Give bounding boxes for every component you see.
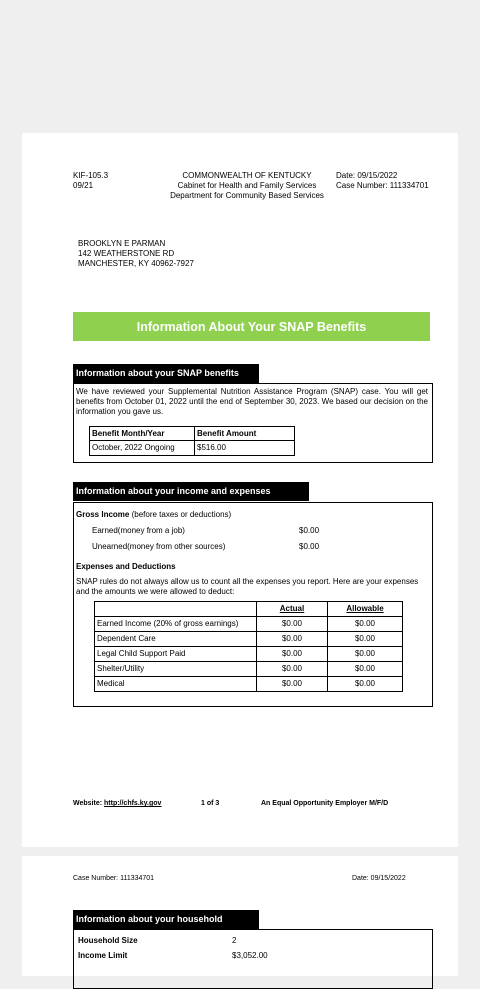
benefit-amount-header: Benefit Amount — [195, 427, 295, 441]
expenses-table-header — [95, 602, 403, 617]
income-section-title: Information about your income and expenses — [73, 482, 309, 501]
income-section-box — [73, 502, 433, 707]
equal-opportunity-notice: An Equal Opportunity Employer M/F/D — [261, 800, 389, 807]
table-row — [95, 647, 403, 662]
expenses-text: SNAP rules do not always allow us to count all the expenses you report. Here are your expenses and the amounts we were allowed to deduct: — [76, 577, 419, 596]
expense-label: Legal Child Support Paid — [95, 647, 257, 662]
page2-case-number: Case Number: 111334701 — [73, 875, 155, 882]
gross-income-note: (before taxes or deductions) — [131, 510, 232, 519]
earned-income-label: Earned(money from a job) — [92, 526, 185, 535]
expense-allowable: $0.00 — [328, 677, 403, 692]
gross-income-heading — [76, 510, 231, 520]
expense-actual: $0.00 — [257, 617, 328, 632]
allowable-header: Allowable — [328, 602, 403, 617]
table-row — [95, 662, 403, 677]
document-page-2 — [22, 856, 458, 976]
expense-actual: $0.00 — [257, 677, 328, 692]
actual-header: Actual — [257, 602, 328, 617]
table-row — [95, 677, 403, 692]
benefit-amount-cell: $516.00 — [195, 441, 295, 456]
unearned-income-value: $0.00 — [299, 542, 320, 551]
expense-actual: $0.00 — [257, 647, 328, 662]
table-row — [95, 617, 403, 632]
document-page-1 — [22, 133, 458, 847]
benefits-text: We have reviewed your Supplemental Nutrition Assistance Program (SNAP) case. You will get benefits from October 01, 2022 until the end of September 30, 2023. We based our decision on the information you gave us. — [76, 387, 428, 416]
recipient-city: MANCHESTER, KY 40962-7927 — [78, 259, 194, 268]
household-size-label: Household Size — [78, 936, 138, 945]
benefits-section-title: Information about your SNAP benefits — [73, 364, 259, 383]
expense-label: Shelter/Utility — [95, 662, 257, 677]
income-limit-label: Income Limit — [78, 951, 128, 960]
agency-block — [147, 171, 347, 201]
notice-date: Date: 09/15/2022 — [336, 171, 398, 180]
household-size-value: 2 — [232, 936, 237, 945]
benefit-month-cell: October, 2022 Ongoing — [90, 441, 195, 456]
household-section-title: Information about your household — [73, 910, 259, 929]
recipient-name: BROOKLYN E PARMAN — [78, 239, 166, 248]
recipient-street: 142 WEATHERSTONE RD — [78, 249, 175, 258]
household-section-box — [73, 929, 433, 989]
expenses-heading: Expenses and Deductions — [76, 562, 176, 571]
case-number: Case Number: 111334701 — [336, 181, 429, 190]
table-row — [95, 632, 403, 647]
page-number: 1 of 3 — [201, 800, 220, 807]
expense-allowable: $0.00 — [328, 632, 403, 647]
expenses-table — [94, 601, 403, 692]
earned-income-value: $0.00 — [299, 526, 320, 535]
date-case-block — [336, 171, 429, 191]
page2-date: Date: 09/15/2022 — [352, 875, 406, 882]
gross-income-label: Gross Income — [76, 510, 130, 519]
unearned-income-label: Unearned(money from other sources) — [92, 542, 226, 551]
website-link[interactable]: http://chfs.ky.gov — [104, 800, 162, 807]
benefits-section-box — [73, 383, 433, 463]
expense-allowable: $0.00 — [328, 662, 403, 677]
expense-allowable: $0.00 — [328, 617, 403, 632]
form-id: KIF-105.3 — [73, 171, 109, 180]
expense-label: Earned Income (20% of gross earnings) — [95, 617, 257, 632]
expense-allowable: $0.00 — [328, 647, 403, 662]
table-row — [90, 441, 295, 456]
agency-line-3: Department for Community Based Services — [170, 191, 324, 200]
expense-label-header — [95, 602, 257, 617]
website-footer — [73, 799, 161, 808]
income-limit-value: $3,052.00 — [232, 951, 268, 960]
website-label: Website: — [73, 800, 103, 807]
agency-line-1: COMMONWEALTH OF KENTUCKY — [182, 171, 312, 180]
form-date: 09/21 — [73, 181, 94, 190]
expense-label: Medical — [95, 677, 257, 692]
expense-label: Dependent Care — [95, 632, 257, 647]
benefit-month-header: Benefit Month/Year — [90, 427, 195, 441]
benefit-table — [89, 426, 295, 456]
benefit-table-header — [90, 427, 295, 441]
page-title-banner: Information About Your SNAP Benefits — [73, 312, 430, 341]
agency-line-2: Cabinet for Health and Family Services — [177, 181, 317, 190]
form-id-block — [73, 171, 108, 191]
expense-actual: $0.00 — [257, 632, 328, 647]
recipient-address — [78, 239, 194, 269]
expense-actual: $0.00 — [257, 662, 328, 677]
